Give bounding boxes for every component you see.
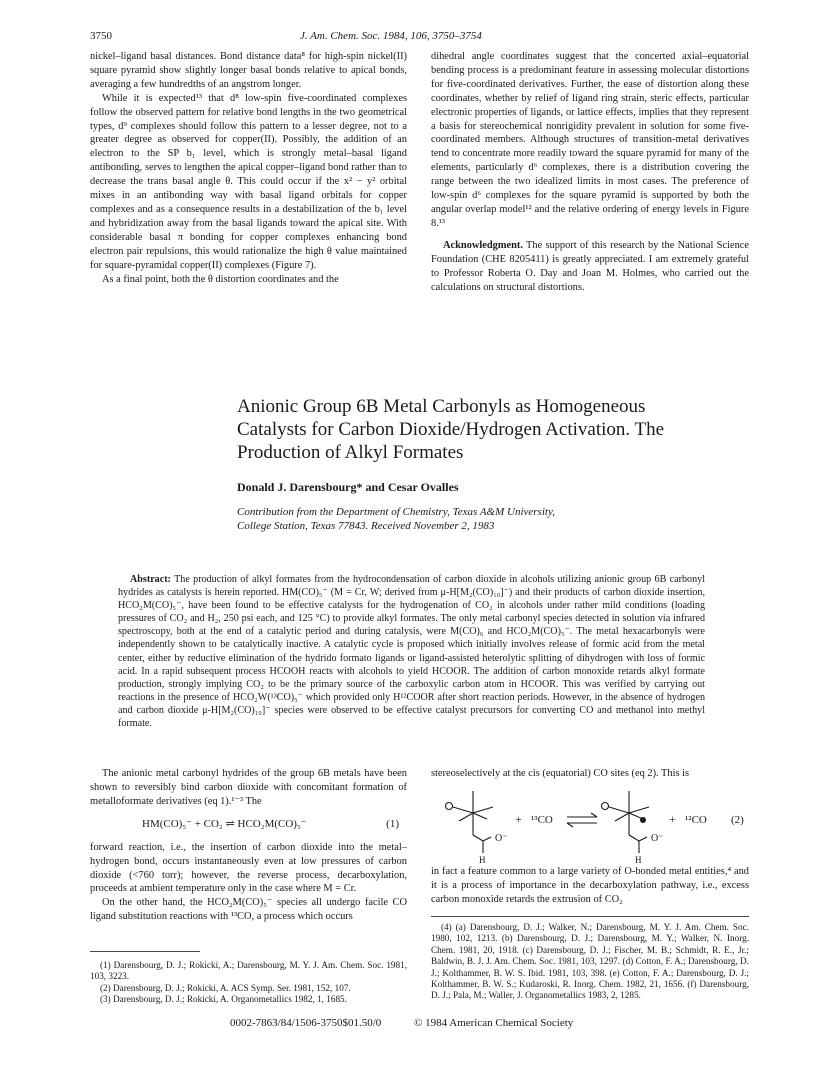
reference: (2) Darensbourg, D. J.; Rokicki, A. ACS Symp. Ser. 1981, 152, 107.	[100, 982, 351, 993]
article-affiliation	[237, 505, 555, 533]
formate-oxygen-label: O⁻	[651, 833, 664, 844]
paragraph: The anionic metal carbonyl hydrides of the group 6B metals have been shown to reversibly bind carbon dioxide with concomitant formation of metalloformate derivatives (eq 1).¹⁻³ The	[90, 768, 407, 807]
abstract-text: The production of alkyl formates from the hydrocondensation of carbon dioxide in alcohols utilizing anionic group 6B carbonyl hydrides as catalysts is herein reported. HM(CO)₅⁻ (M = Cr, W; derived from μ-H[M₂(CO)₁₀]⁻) and their products of carbon dioxide insertion, HCO₂M(CO)₅⁻, have been found to be effective catalysts for the hydrogenation of CO₂ in alcohols under rather mild conditions (loading pressures of CO₂ and H₂, 250 psi each, and 125 °C) to provide alkyl formates. The only metal carbonyl species detected in solution via infrared spectroscopy, both at the end of a catalytic period and during catalysis, were M(CO)₆ and HCO₂M(CO)₅⁻. The metal hexacarbonyls were independently shown to be catalytically inactive. A catalytic cycle is proposed which initially involves release of formic acid from the metal center, either by reductive elimination of the hydrido formato ligands or ligand-assisted heterolytic splitting of dihydrogen with loss of formic acid. In a rapid subsequent process HCOOH reacts with alcohols to yield HCOOR. The addition of carbon monoxide retards alkyl formate production, strongly implying CO₂ to be the primary source of the carboxylic carbon atom in HCOOR. This was verified by carrying out reactions in the presence of HCO₂W(¹³CO)₅⁻ which provided only H¹²COOR after short reaction periods. However, in the absence of hydrogen and carbon dioxide μ-H[M₂(CO)₁₀]⁻ species were observed to be effective catalyst precursors for converting CO and methanol into methyl formate.	[118, 574, 705, 730]
plus-sign: +	[515, 812, 522, 826]
equation-2-number: (2)	[731, 814, 744, 826]
article-authors: Donald J. Darensbourg* and Cesar Ovalles	[237, 480, 459, 494]
affiliation-line: Contribution from the Department of Chemistry, Texas A&M University,	[237, 506, 555, 518]
abstract-label: Abstract:	[130, 574, 171, 585]
article-title: Anionic Group 6B Metal Carbonyls as Homogeneous Catalysts for Carbon Dioxide/Hydrogen Activation. The Production of Alkyl Formates	[237, 396, 665, 463]
paragraph: While it is expected¹³ that d⁸ low-spin five-coordinated complexes follow the observed pattern for relative bond lengths in the two geometrical types, d⁹ complexes should follow this pattern to a lesser degree, not to a greater degree as observed for copper(II). Possibly, the addition of an electron to the SP b₁ level, which is strongly metal–basal ligand antibonding, serves to lengthen the apical copper–ligand bond rather than to decrease the trans basal angle θ. This could occur if the x² − y² orbital mixes in an antibonding way with basal ligand orbitals for copper complexes and as a consequence results in a destabilization of the b₁ level and hybridization away from the basal ligands toward the apical site. With considerable basal π bonding for copper complexes enhancing bond electron pair repulsions, this would rationalize the high θ value maintained for square-pyramidal copper(II) complexes (Figure 7).	[90, 92, 407, 271]
abstract	[118, 573, 705, 730]
reference: (3) Darensbourg, D. J.; Rokicki, A. Organometallics 1982, 1, 1685.	[100, 994, 347, 1005]
paragraph: nickel–ligand basal distances. Bond distance data⁸ for high-spin nickel(II) square pyramid show slightly longer basal bonds relative to apical bonds, averaging a few hundredths of an angstrom longer.	[90, 51, 407, 90]
equation-1	[90, 813, 407, 837]
equation-1-number: (1)	[386, 817, 399, 830]
acknowledgment-label: Acknowledgment.	[443, 239, 523, 251]
affiliation-line: College Station, Texas 77843. Received November 2, 1983	[237, 520, 495, 532]
equation-2-scheme	[431, 787, 749, 863]
previous-article-right-column	[431, 50, 749, 294]
formate-hydrogen-label: H	[479, 855, 486, 863]
plus-sign: +	[669, 812, 676, 826]
formate-hydrogen-label: H	[635, 855, 642, 863]
references-left	[90, 960, 407, 1006]
article-code: 0002-7863/84/1506-3750$01.50/0	[230, 1017, 382, 1029]
labeled-co-marker	[640, 817, 646, 823]
references-right	[431, 922, 749, 1002]
paragraph: forward reaction, i.e., the insertion of carbon dioxide into the metal–hydrogen bond, occurs instantaneously even at low pressures of carbon dioxide (<760 torr); however, the reverse process, decarboxylation, proceeds at ambient temperature only in the case where M = Cr.	[90, 841, 407, 895]
reference: (4) (a) Darensbourg, D. J.; Walker, N.; Darensbourg, M. Y. J. Am. Chem. Soc. 1980, 102, 1213. (b) Darensbourg, D. J.; Darensbourg, M. Y.; Walker, N. Inorg. Chem. 1981, 20, 1918. (c) Darensbourg, D. J.; Fischer, M. B.; Schmidt, R. E., Jr.; Baldwin, B. J. J. Am. Chem. Soc. 1981, 103, 1297. (d) Cotton, F. A.; Darensbourg, D. J.; Kolthammer, B. W. S. Ibid. 1981, 103, 398. (e) Cotton, F. A.; Darensbourg, D. J.; Kolthammer, B. W. S.; Kudaroski, R. Inorg. Chem. 1982, 21, 1656. (f) Darensbourg, D. J.; Pala, M.; Waller, J. Organometallics 1983, 2, 1285.	[431, 922, 749, 1001]
acknowledgment	[431, 239, 749, 295]
acknowledgment-text: The support of this research by the National Science Foundation (CHE 8205411) is greatly appreciated. I am extremely grateful to Professor Roberta O. Day and Joan M. Holmes, who carried out the calculations on structural distortions.	[431, 239, 749, 293]
paragraph: On the other hand, the HCO₂M(CO)₅⁻ species all undergo facile CO ligand substitution reactions with ¹³CO, a process which occurs	[90, 897, 407, 923]
body-right-column	[431, 767, 749, 781]
paragraph: dihedral angle coordinates suggest that the concerted axial–equatorial bending process is a predominant feature in assessing molecular distortions for five-coordinated derivatives. Further, the ease of distortion along these coordinates, whether by relief of ligand ring strain, steric effects, particular electronic properties of ligands, or lattice effects, implies that they represent a basis for stereochemical nonrigidity prevalent in solution for some five-coordinated members. Although structures of transition-metal derivatives tend to concentrate more readily toward the square pyramid for many of the elements, particularly d⁶ complexes, there is a distribution covering the range between the two idealized limits in most cases. The preference of low-spin d⁶ complexes for the square pyramid is supported by both the angular overlap model¹² and the relative ordering of energy levels in Figure 8.¹³	[431, 51, 749, 229]
paragraph: As a final point, both the θ distortion coordinates and the	[102, 273, 339, 285]
body-left-column	[90, 767, 407, 924]
journal-header: J. Am. Chem. Soc. 1984, 106, 3750–3754	[300, 30, 482, 42]
paragraph: in fact a feature common to a large variety of O-bonded metal entities,⁴ and it is a process of importance in the decarboxylation pathway, i.e., excess carbon monoxide retards the extrusion of CO₂	[431, 866, 749, 905]
footnote-rule	[90, 951, 200, 952]
copyright: © 1984 American Chemical Society	[414, 1017, 574, 1029]
paragraph: stereoselectively at the cis (equatorial) CO sites (eq 2). This is	[431, 768, 690, 779]
product-12co: ¹²CO	[685, 814, 707, 826]
equation-1-expression: HM(CO)₅⁻ + CO₂ ⇌ HCO₂M(CO)₅⁻	[142, 817, 307, 830]
footnote-rule	[431, 916, 749, 917]
reagent-13co: ¹³CO	[531, 814, 553, 826]
body-right-column-continued	[431, 865, 749, 907]
previous-article-left-column	[90, 50, 407, 286]
reference: (1) Darensbourg, D. J.; Rokicki, A.; Darensbourg, M. Y. J. Am. Chem. Soc. 1981, 103, 3223.	[90, 960, 407, 982]
page-number: 3750	[90, 30, 112, 42]
formate-oxygen-label: O⁻	[495, 833, 508, 844]
